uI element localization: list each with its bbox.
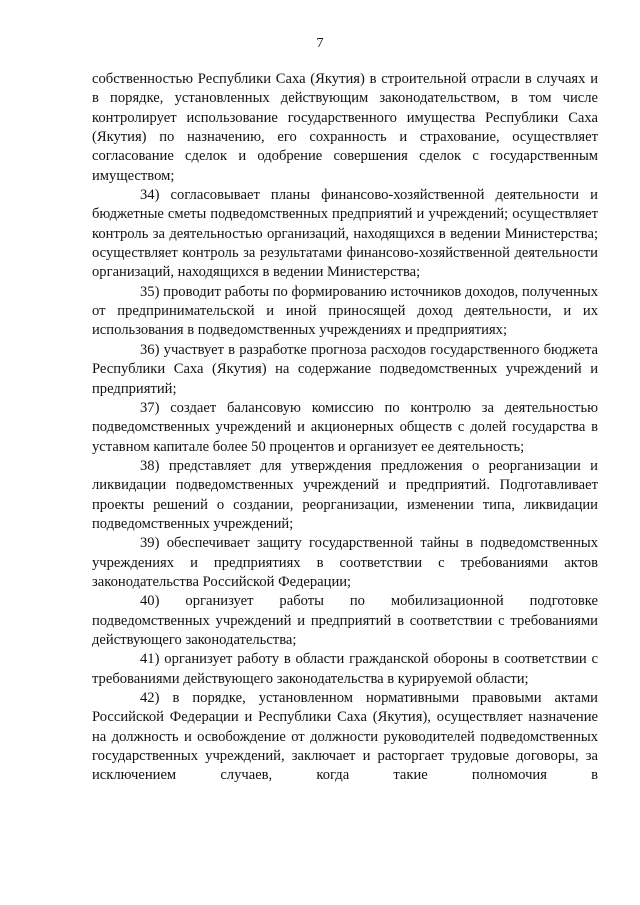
paragraph-item-38: 38) представляет для утверждения предложения о реорганизации и ликвидации подведомственных учреждений и предприятий. Подготавливает проекты решений о создании, реорганизации, изменении типа, ликвидации подведомственных учреждений; [92, 457, 598, 532]
paragraph-item-34: 34) согласовывает планы финансово-хозяйственной деятельности и бюджетные сметы подведомственных предприятий и учреждений; осуществляет контроль за деятельностью организаций, находящихся в ведении Министерства; осуществляет контроль за результатами финансово-хозяйственной деятельности организаций, находящихся в ведении Министерства; [92, 187, 598, 281]
paragraph-continuation: собственностью Республики Саха (Якутия) в строительной отрасли в случаях и в порядке, установленных действующим законодательством, в том числе контролирует использование государственного имущества Республики Саха (Якутия) по назначению, его сохранность и страхование, осуществляет согласование сделок и одобрение совершения сделок с государственным имуществом; [92, 71, 598, 184]
paragraph-item-35: 35) проводит работы по формированию источников доходов, полученных от предпринимательской и иной приносящей доход деятельности, и их использования в подведомственных учреждениях и предприятиях; [92, 283, 598, 339]
paragraph-item-36: 36) участвует в разработке прогноза расходов государственного бюджета Республики Саха (Якутия) на содержание подведомственных учреждений и предприятий; [92, 341, 598, 397]
document-body [92, 70, 598, 786]
paragraph-item-40: 40) организует работы по мобилизационной подготовке подведомственных учреждений и предприятий в соответствии с требованиями действующего законодательства; [92, 593, 598, 648]
paragraph-item-42: 42) в порядке, установленном нормативными правовыми актами Российской Федерации и Республики Саха (Якутия), осуществляет назначение на должность и освобождение от должности руководителей подведомственных государственных учреждений, заключает и расторгает трудовые договоры, за исключением случаев, когда такие полномочия в [92, 690, 598, 784]
page-number: 7 [316, 36, 324, 51]
paragraph-item-41: 41) организует работу в области гражданской обороны в соответствии с требованиями действующего законодательства в курируемой области; [92, 651, 598, 687]
paragraph-item-37: 37) создает балансовую комиссию по контролю за деятельностью подведомственных учреждений и акционерных обществ с долей государства в уставном капитале более 50 процентов и организует ее деятельность; [92, 399, 598, 455]
paragraph-item-39: 39) обеспечивает защиту государственной тайны в подведомственных учреждениях и предприятиях в соответствии с требованиями актов законодательства Российской Федерации; [92, 535, 598, 590]
